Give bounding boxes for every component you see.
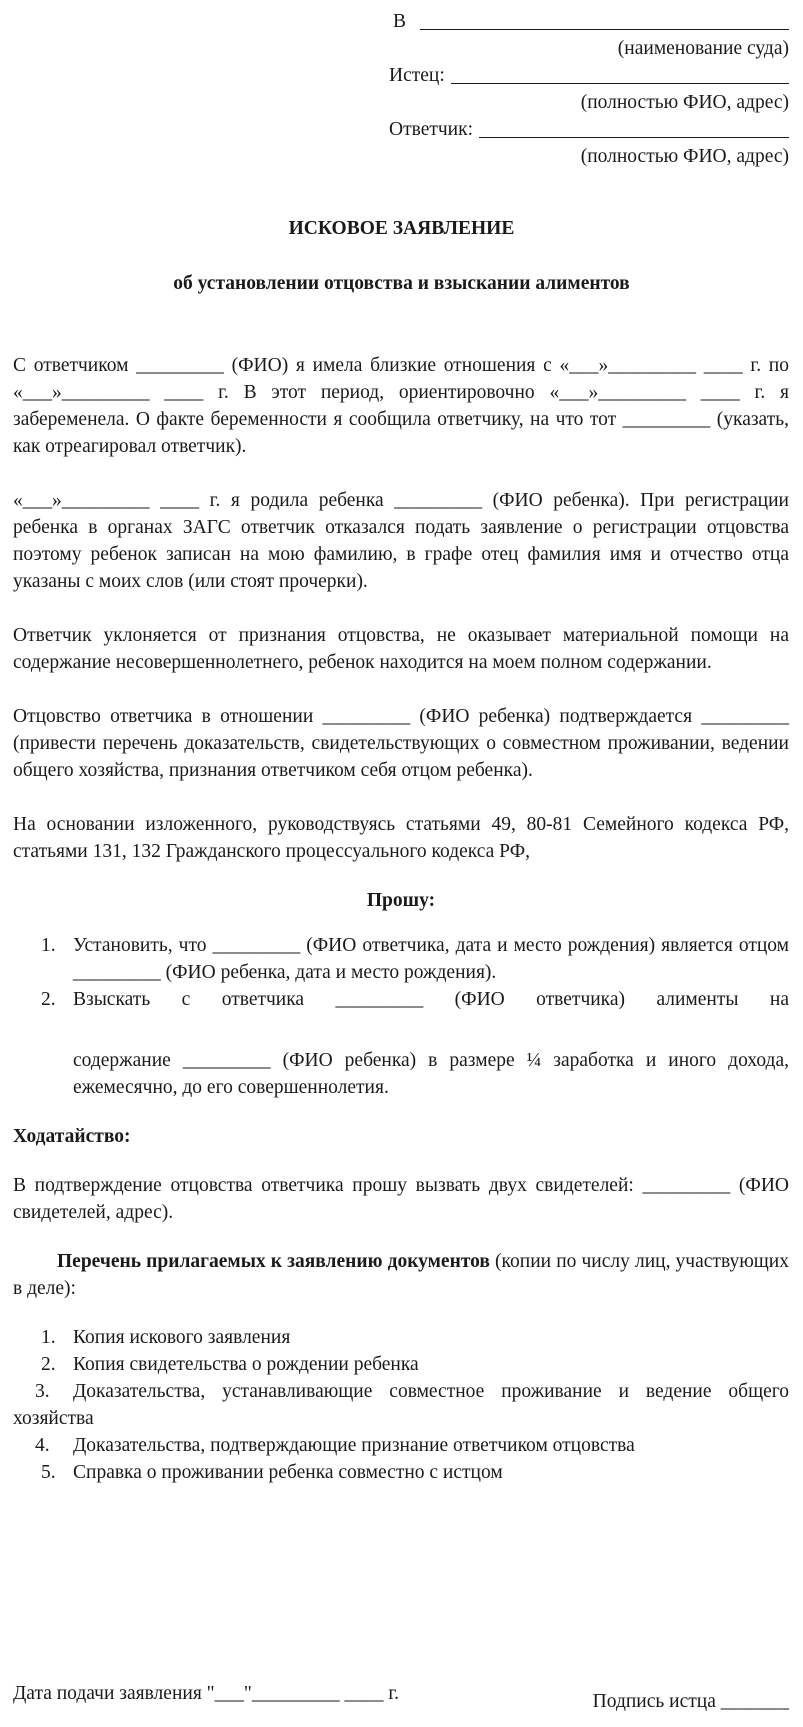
document-item-number: 5.: [41, 1462, 56, 1483]
request-list: [13, 932, 789, 1013]
request-item-number: 2.: [41, 989, 56, 1010]
request-heading: Прошу:: [366, 890, 436, 911]
court-hint: (наименование суда): [617, 38, 789, 59]
defendant-label: Ответчик:: [389, 119, 474, 140]
documents-heading-rest: (копии по числу лиц, участвующих в деле):: [13, 1251, 789, 1299]
document-item-3: [13, 1378, 789, 1432]
document-item-2: [13, 1351, 789, 1378]
submission-date: Дата подачи заявления "___"_________ ____ г.: [13, 1683, 400, 1704]
document-item-number: 2.: [41, 1354, 56, 1375]
court-blank: [420, 29, 789, 30]
addressee-block: [389, 8, 789, 170]
document-item-4: [13, 1432, 789, 1459]
document-body: [13, 352, 789, 1486]
document-item-text: Копия свидетельства о рождении ребенка: [73, 1354, 419, 1375]
plaintiff-label: Истец:: [389, 65, 445, 86]
documents-list: [13, 1324, 789, 1486]
plaintiff-hint: (полностью ФИО, адрес): [580, 92, 789, 113]
court-line: [389, 8, 789, 35]
request-item-text: Взыскать с ответчика _________ (ФИО ответчика) алименты на: [73, 989, 789, 1010]
request-item-1: [13, 932, 789, 986]
document-item-1: [13, 1324, 789, 1351]
paragraph-legal-basis: На основании изложенного, руководствуясь статьями 49, 80-81 Семейного кодекса РФ, статьями 131, 132 Гражданского процессуального кодекса РФ,: [13, 814, 789, 862]
documents-heading-bold: Перечень прилагаемых к заявлению документов: [57, 1251, 490, 1272]
paragraph-evasion: Ответчик уклоняется от признания отцовства, не оказывает материальной помощи на содержание несовершеннолетнего, ребенок находится на моем полном содержании.: [13, 625, 789, 673]
document-item-text: Доказательства, устанавливающие совместное проживание и ведение общего хозяйства: [13, 1381, 789, 1429]
signature-footer: [13, 1680, 789, 1715]
defendant-line: [389, 116, 789, 143]
document-title: ИСКОВОЕ ЗАЯВЛЕНИЕ: [288, 218, 515, 239]
plaintiff-line: [389, 62, 789, 89]
paragraph-evidence: Отцовство ответчика в отношении _________ (ФИО ребенка) подтверждается _________ (привести перечень доказательств, свидетельствующих о совместном проживании, ведении общего хозяйства, признания ответчиком себя отцом ребенка).: [13, 706, 789, 781]
defendant-hint: (полностью ФИО, адрес): [580, 146, 789, 167]
document-subtitle: об установлении отцовства и взыскании алиментов: [173, 273, 630, 294]
paragraph-relations: С ответчиком _________ (ФИО) я имела близкие отношения с «___»_________ ____ г. по «___»_________ ____ г. В этот период, ориентировочно «___»_________ ____ г. я забеременела. О факте беременности я сообщила ответчику, на что тот _________ (указать, как отреагировал ответчик).: [13, 355, 789, 457]
document-item-text: Копия искового заявления: [73, 1327, 291, 1348]
request-item-number: 1.: [41, 935, 56, 956]
plaintiff-signature: Подпись истца _______: [592, 1691, 789, 1712]
document-item-number: 4.: [35, 1435, 50, 1456]
request-item-2: [13, 986, 789, 1013]
court-prefix: В: [393, 11, 407, 32]
document-item-number: 3.: [35, 1381, 50, 1402]
document-item-text: Справка о проживании ребенка совместно с истцом: [73, 1462, 503, 1483]
document-item-5: [13, 1459, 789, 1486]
defendant-blank: [479, 137, 789, 138]
petition-text: В подтверждение отцовства ответчика прошу вызвать двух свидетелей: _________ (ФИО свидетелей, адрес).: [13, 1175, 789, 1223]
request-item-text: Установить, что _________ (ФИО ответчика, дата и место рождения) является отцом _________ (ФИО ребенка, дата и место рождения).: [73, 935, 789, 983]
paragraph-birth: «___»_________ ____ г. я родила ребенка _________ (ФИО ребенка). При регистрации ребенка в органах ЗАГС ответчик отказался подать заявление о регистрации отцовства поэтому ребенок записан на мою фамилию, в графе отец фамилия имя и отчество отца указаны с моих слов (или стоят прочерки).: [13, 490, 789, 592]
plaintiff-blank: [451, 83, 789, 84]
petition-heading: Ходатайство:: [13, 1126, 131, 1147]
documents-heading: [13, 1248, 789, 1302]
request-continuation: содержание _________ (ФИО ребенка) в размере ¼ заработка и иного дохода, ежемесячно, до его совершеннолетия.: [73, 1050, 789, 1098]
document-item-text: Доказательства, подтверждающие признание ответчиком отцовства: [73, 1435, 635, 1456]
document-item-number: 1.: [41, 1327, 56, 1348]
